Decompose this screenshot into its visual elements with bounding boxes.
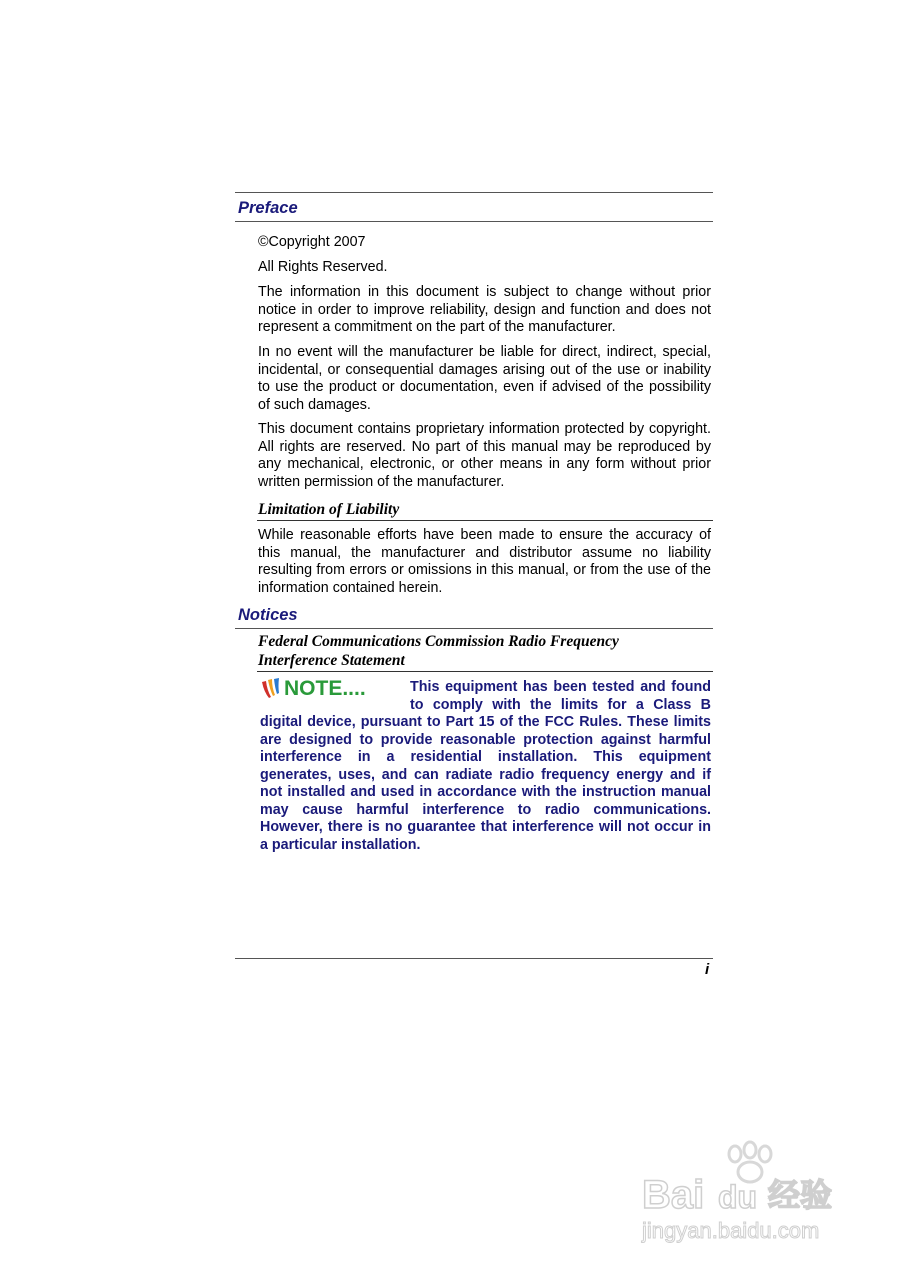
preface-rule: [235, 221, 713, 222]
top-rule: [235, 192, 713, 193]
footer-rule: [235, 958, 713, 959]
note-block: [260, 679, 711, 854]
copyright-line: ©Copyright 2007: [258, 234, 366, 250]
preface-paragraph-1: The information in this document is subject to change without prior notice in order to improve reliability, design and function and does not represent a commitment on the part of the manufacturer.: [258, 284, 711, 335]
fcc-rule: [257, 671, 713, 672]
notices-heading: Notices: [238, 606, 298, 624]
note-logo-icon: [260, 676, 410, 700]
liability-heading: Limitation of Liability: [258, 501, 400, 518]
rights-line: All Rights Reserved.: [258, 259, 388, 275]
notices-rule: [235, 628, 713, 629]
watermark-cn: 经验: [768, 1177, 833, 1213]
fcc-heading-line-1: Federal Communications Commission Radio Frequency: [258, 633, 619, 650]
baidu-watermark-logo: [640, 1140, 855, 1250]
note-text: This equipment has been tested and found to comply with the limits for a Class B digital device, pursuant to Part 15 of the FCC Rules. These limits are designed to provide reasonable protection against harmful interference in a residential installation. This equipment generates, uses, and can radiate radio frequency energy and if not installed and used in accordance with the instruction manual may cause harmful interference to radio communications. However, there is no guarantee that interference will not occur in a particular installation.: [260, 679, 711, 853]
preface-paragraph-3: This document contains proprietary information protected by copyright. All rights are reserved. No part of this manual may be reproduced by any mechanical, electronic, or other means in any form without prior written permission of the manufacturer.: [258, 421, 711, 490]
liability-paragraph: While reasonable efforts have been made to ensure the accuracy of this manual, the manufacturer and distributor assume no liability resulting from errors or omissions in this manual, or from the use of the information contained herein.: [258, 527, 711, 596]
page-number: i: [705, 961, 710, 978]
liability-rule: [257, 520, 713, 521]
fcc-heading-line-2: Interference Statement: [258, 652, 405, 669]
note-logo-text: NOTE....: [284, 677, 366, 700]
watermark-url: jingyan.baidu.com: [642, 1218, 820, 1243]
watermark-brand: Bai: [642, 1173, 705, 1217]
watermark-brand-2: du: [718, 1179, 758, 1215]
preface-paragraph-2: In no event will the manufacturer be liable for direct, indirect, special, incidental, or consequential damages arising out of the use or inability to use the product or documentation, even if advised of the possibility of such damages.: [258, 344, 711, 413]
preface-heading: Preface: [238, 199, 298, 217]
